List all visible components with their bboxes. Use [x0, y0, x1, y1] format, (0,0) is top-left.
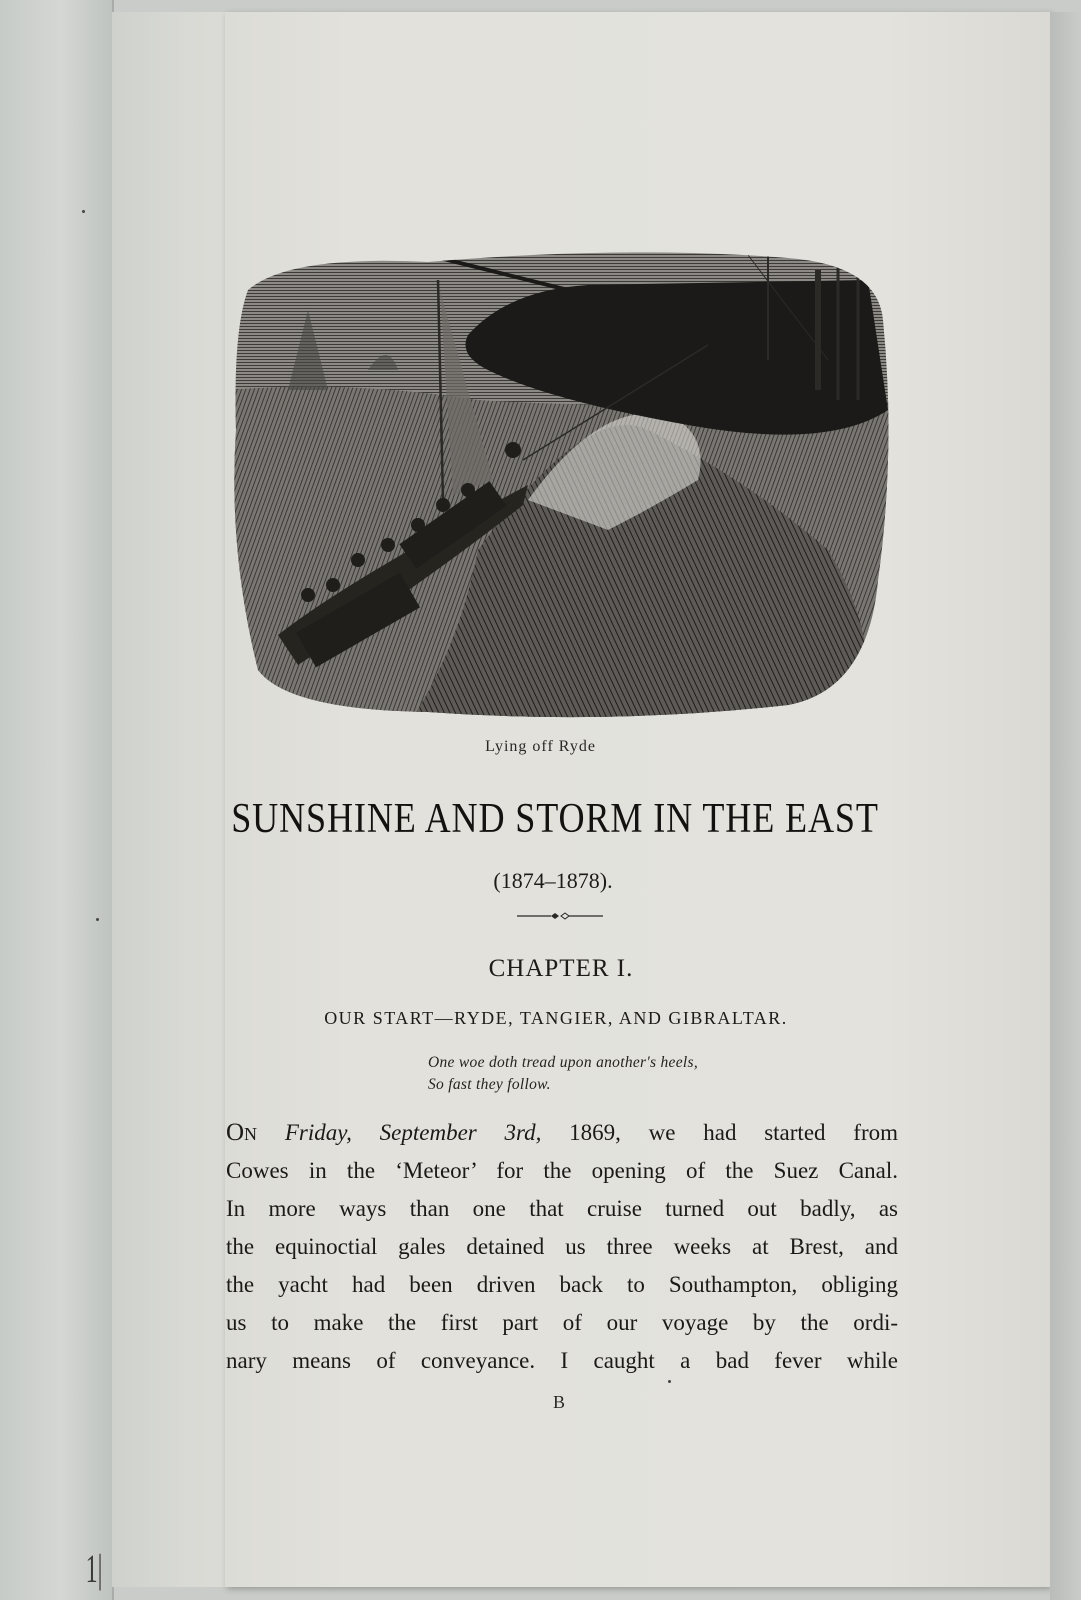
body-line: the yacht had been driven back to Southampton, obliging: [226, 1272, 898, 1297]
paper-speck: [82, 210, 85, 213]
body-paragraph: [226, 1114, 898, 1380]
body-line: nary means of conveyance. I caught a bad fever while: [226, 1348, 898, 1373]
margin-mark: 1|: [85, 1546, 103, 1591]
title-years: (1874–1878).: [493, 868, 613, 893]
epigraph: [428, 1052, 698, 1096]
body-line: On Friday, September 3rd, 1869, we had started from: [226, 1119, 898, 1146]
ornamental-rule: [517, 911, 603, 921]
epigraph-line: So fast they follow.: [428, 1076, 551, 1093]
illustration-caption: Lying off Ryde: [485, 738, 596, 755]
paper-speck: [668, 1380, 671, 1383]
body-line: us to make the first part of our voyage by the ordi-: [226, 1310, 898, 1335]
page-right-edge: [1050, 12, 1081, 1600]
book-title: SUNSHINE AND STORM IN THE EAST: [231, 796, 879, 842]
ship-engraving-illustration: [228, 250, 898, 725]
body-line: the equinoctial gales detained us three weeks at Brest, and: [226, 1234, 898, 1259]
signature-mark: B: [552, 1392, 565, 1412]
chapter-heading: CHAPTER I.: [488, 955, 634, 982]
paper-speck: [96, 918, 99, 921]
body-line: Cowes in the ‘Meteor’ for the opening of the Suez Canal.: [226, 1158, 898, 1183]
epigraph-line: One woe doth tread upon another's heels,: [428, 1054, 699, 1071]
chapter-subtitle: OUR START—RYDE, TANGIER, AND GIBRALTAR.: [324, 1008, 788, 1028]
body-line: In more ways than one that cruise turned out badly, as: [226, 1196, 898, 1221]
